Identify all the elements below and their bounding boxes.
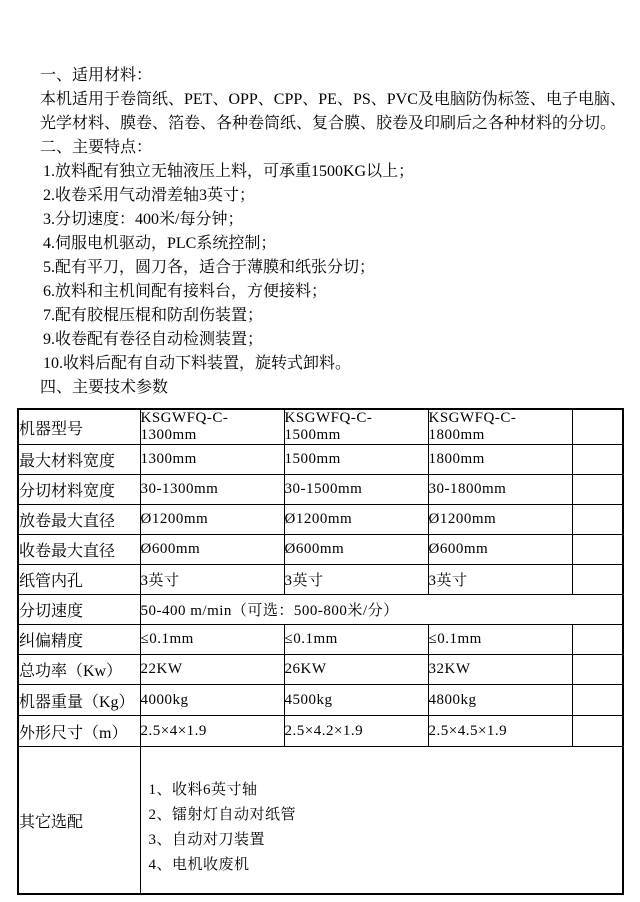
table-row-power <box>18 655 623 685</box>
spec-cell: ≤0.1mm <box>140 625 284 655</box>
spec-cell: 3英寸 <box>140 565 284 595</box>
spec-cell-speed-span: 50-400 m/min（可选：500-800米/分） <box>140 595 623 625</box>
row-label-slit-speed: 分切速度 <box>18 595 140 625</box>
row-label-unwind-diameter: 放卷最大直径 <box>18 505 140 535</box>
spec-cell: KSGWFQ-C-1800mm <box>428 409 572 445</box>
table-row-slit-width <box>18 475 623 505</box>
feature-item-4: 4.伺服电机驱动，PLC系统控制； <box>43 235 277 252</box>
materials-paragraph-line-1: 本机适用于卷筒纸、PET、OPP、CPP、PE、PS、PVC及电脑防伪标签、电子电脑、 <box>40 91 626 108</box>
spec-cell: ≤0.1mm <box>428 625 572 655</box>
spec-cell: KSGWFQ-C-1300mm <box>140 409 284 445</box>
feature-item-2: 2.收卷采用气动滑差轴3英寸； <box>43 187 256 204</box>
row-label-rewind-diameter: 收卷最大直径 <box>18 535 140 565</box>
spec-cell: 26KW <box>284 655 428 685</box>
spec-cell: 30-1300mm <box>140 475 284 505</box>
spec-cell: 4500kg <box>284 685 428 716</box>
spec-table <box>17 408 624 895</box>
table-row-slit-speed <box>18 595 623 625</box>
table-row-model <box>18 409 623 445</box>
row-label-dimensions: 外形尺寸（m） <box>18 716 140 747</box>
row-label-model: 机器型号 <box>18 409 140 445</box>
option-item-2: 2、镭射灯自动对纸管 <box>148 807 297 823</box>
feature-item-5: 5.配有平刀，圆刀各，适合于薄膜和纸张分切； <box>43 259 376 276</box>
spec-cell: ≤0.1mm <box>284 625 428 655</box>
row-label-slit-width: 分切材料宽度 <box>18 475 140 505</box>
spec-cell-empty <box>572 409 623 445</box>
spec-cell: 1500mm <box>284 445 428 475</box>
table-row-dimensions <box>18 716 623 747</box>
spec-cell: Ø1200mm <box>140 505 284 535</box>
spec-cell-empty <box>572 655 623 685</box>
table-row-weight <box>18 685 623 716</box>
spec-cell: 1300mm <box>140 445 284 475</box>
spec-cell: Ø600mm <box>284 535 428 565</box>
intro-text-block <box>0 0 640 400</box>
table-row-max-width <box>18 445 623 475</box>
section-2-heading: 二、主要特点： <box>40 139 153 156</box>
section-4-heading: 四、主要技术参数 <box>40 379 169 396</box>
spec-cell: Ø1200mm <box>428 505 572 535</box>
spec-cell-empty <box>572 535 623 565</box>
row-label-options: 其它选配 <box>18 747 140 895</box>
feature-item-3: 3.分切速度：400米/每分钟； <box>43 211 244 228</box>
feature-item-10: 10.收料后配有自动下料装置，旋转式卸料。 <box>43 355 352 372</box>
materials-paragraph-line-2: 光学材料、膜卷、箔卷、各种卷筒纸、复合膜、胶卷及印刷后之各种材料的分切。 <box>40 115 617 132</box>
row-label-power: 总功率（Kw） <box>18 655 140 685</box>
spec-cell: Ø1200mm <box>284 505 428 535</box>
spec-cell-empty <box>572 625 623 655</box>
option-item-1: 1、收料6英寸轴 <box>148 782 258 798</box>
spec-cell: 3英寸 <box>428 565 572 595</box>
row-label-max-width: 最大材料宽度 <box>18 445 140 475</box>
table-row-core-bore <box>18 565 623 595</box>
section-1-heading: 一、适用材料： <box>40 67 153 84</box>
spec-cell: Ø600mm <box>140 535 284 565</box>
row-label-core-bore: 纸管内孔 <box>18 565 140 595</box>
option-item-3: 3、自动对刀装置 <box>148 832 266 848</box>
table-row-rewind-diameter <box>18 535 623 565</box>
row-label-weight: 机器重量（Kg） <box>18 685 140 716</box>
table-row-unwind-diameter <box>18 505 623 535</box>
table-row-options <box>18 747 623 895</box>
spec-cell-empty <box>572 716 623 747</box>
spec-cell-empty <box>572 685 623 716</box>
spec-cell: 2.5×4×1.9 <box>140 716 284 747</box>
feature-item-6: 6.放料和主机间配有接料台，方便接料； <box>43 283 328 300</box>
spec-cell-options <box>140 747 623 895</box>
spec-cell: Ø600mm <box>428 535 572 565</box>
spec-cell: 30-1800mm <box>428 475 572 505</box>
feature-item-1: 1.放料配有独立无轴液压上料，可承重1500KG以上； <box>43 163 415 180</box>
spec-cell: 30-1500mm <box>284 475 428 505</box>
spec-cell: 22KW <box>140 655 284 685</box>
table-row-deviation <box>18 625 623 655</box>
options-list <box>141 762 623 878</box>
spec-cell: 4800kg <box>428 685 572 716</box>
feature-item-9: 9.收卷配有卷径自动检测装置； <box>43 331 264 348</box>
spec-cell-empty <box>572 505 623 535</box>
spec-cell: KSGWFQ-C-1500mm <box>284 409 428 445</box>
spec-cell: 3英寸 <box>284 565 428 595</box>
spec-cell-empty <box>572 445 623 475</box>
spec-cell: 4000kg <box>140 685 284 716</box>
spec-cell: 2.5×4.5×1.9 <box>428 716 572 747</box>
row-label-deviation: 纠偏精度 <box>18 625 140 655</box>
spec-cell: 1800mm <box>428 445 572 475</box>
feature-item-7: 7.配有胶棍压棍和防刮伤装置； <box>43 307 264 324</box>
spec-cell-empty <box>572 475 623 505</box>
spec-cell: 32KW <box>428 655 572 685</box>
option-item-4: 4、电机收废机 <box>148 857 250 873</box>
spec-cell: 2.5×4.2×1.9 <box>284 716 428 747</box>
spec-cell-empty <box>572 565 623 595</box>
